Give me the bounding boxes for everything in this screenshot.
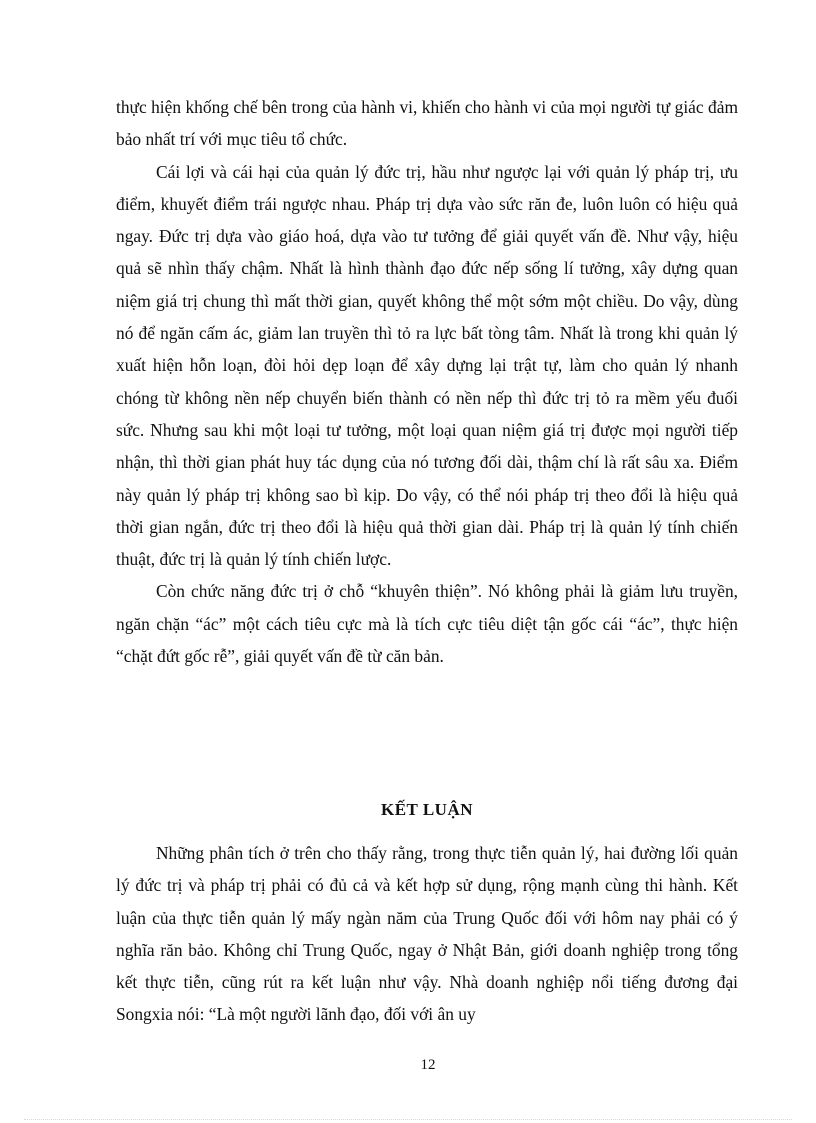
page-number: 12 xyxy=(420,1057,436,1073)
body-text-top xyxy=(116,91,738,672)
section-heading-conclusion: KẾT LUẬN xyxy=(380,800,473,819)
paragraph-virtue-function: Còn chức năng đức trị ở chỗ “khuyên thiện”. Nó không phải là giảm lưu truyền, ngăn chặn “ác” một cách tiêu cực mà là tích cực tiêu diệt tận gốc cái “ác”, thực hiện “chặt đứt gốc rễ”, giải quyết vấn đề từ căn bản. xyxy=(116,581,738,667)
page-bottom-divider xyxy=(24,1119,792,1120)
paragraph-rule-comparison: Cái lợi và cái hại của quản lý đức trị, hầu như ngược lại với quản lý pháp trị, ưu điểm, khuyết điểm trái ngược nhau. Pháp trị dựa vào sức răn đe, luôn luôn có hiệu quả ngay. Đức trị dựa vào giáo hoá, dựa vào tư tưởng để giải quyết vấn đề. Như vậy, hiệu quả sẽ nhìn thấy chậm. Nhất là hình thành đạo đức nếp sống lí tưởng, xây dựng quan niệm giá trị chung thì mất thời gian, quyết không thể một sớm một chiều. Do vậy, dùng nó để ngăn cấm ác, giảm lan truyền thì tỏ ra lực bất tòng tâm. Nhất là trong khi quản lý xuất hiện hỗn loạn, đòi hỏi dẹp loạn để xây dựng lại trật tự, làm cho quản lý nhanh chóng từ không nền nếp chuyển biến thành có nền nếp thì đức trị tỏ ra mềm yếu đuối sức. Nhưng sau khi một loại tư tưởng, một loại quan niệm giá trị được mọi người tiếp nhận, thì thời gian phát huy tác dụng của nó tương đối dài, thậm chí là rất sâu xa. Điểm này quản lý pháp trị không sao bì kịp. Do vậy, có thể nói pháp trị theo đổi là hiệu quả thời gian ngắn, đức trị theo đổi là hiệu quả thời gian dài. Pháp trị là quản lý tính chiến thuật, đức trị là quản lý tính chiến lược. xyxy=(116,161,738,570)
paragraph-continuation: thực hiện khống chế bên trong của hành vi, khiến cho hành vi của mọi người tự giác đảm bảo nhất trí với mục tiêu tổ chức. xyxy=(116,97,738,150)
body-text-conclusion xyxy=(116,837,738,1031)
paragraph-conclusion: Những phân tích ở trên cho thấy rằng, trong thực tiễn quản lý, hai đường lối quản lý đức trị và pháp trị phải có đủ cả và kết hợp sử dụng, rộng mạnh cùng thi hành. Kết luận của thực tiễn quản lý mấy ngàn năm của Trung Quốc đối với hôm nay phải có ý nghĩa răn bảo. Không chỉ Trung Quốc, ngay ở Nhật Bản, giới doanh nghiệp trong tổng kết thực tiễn, cũng rút ra kết luận như vậy. Nhà doanh nghiệp nổi tiếng đương đại Songxia nói: “Là một người lãnh đạo, đối với ân uy xyxy=(116,843,738,1025)
